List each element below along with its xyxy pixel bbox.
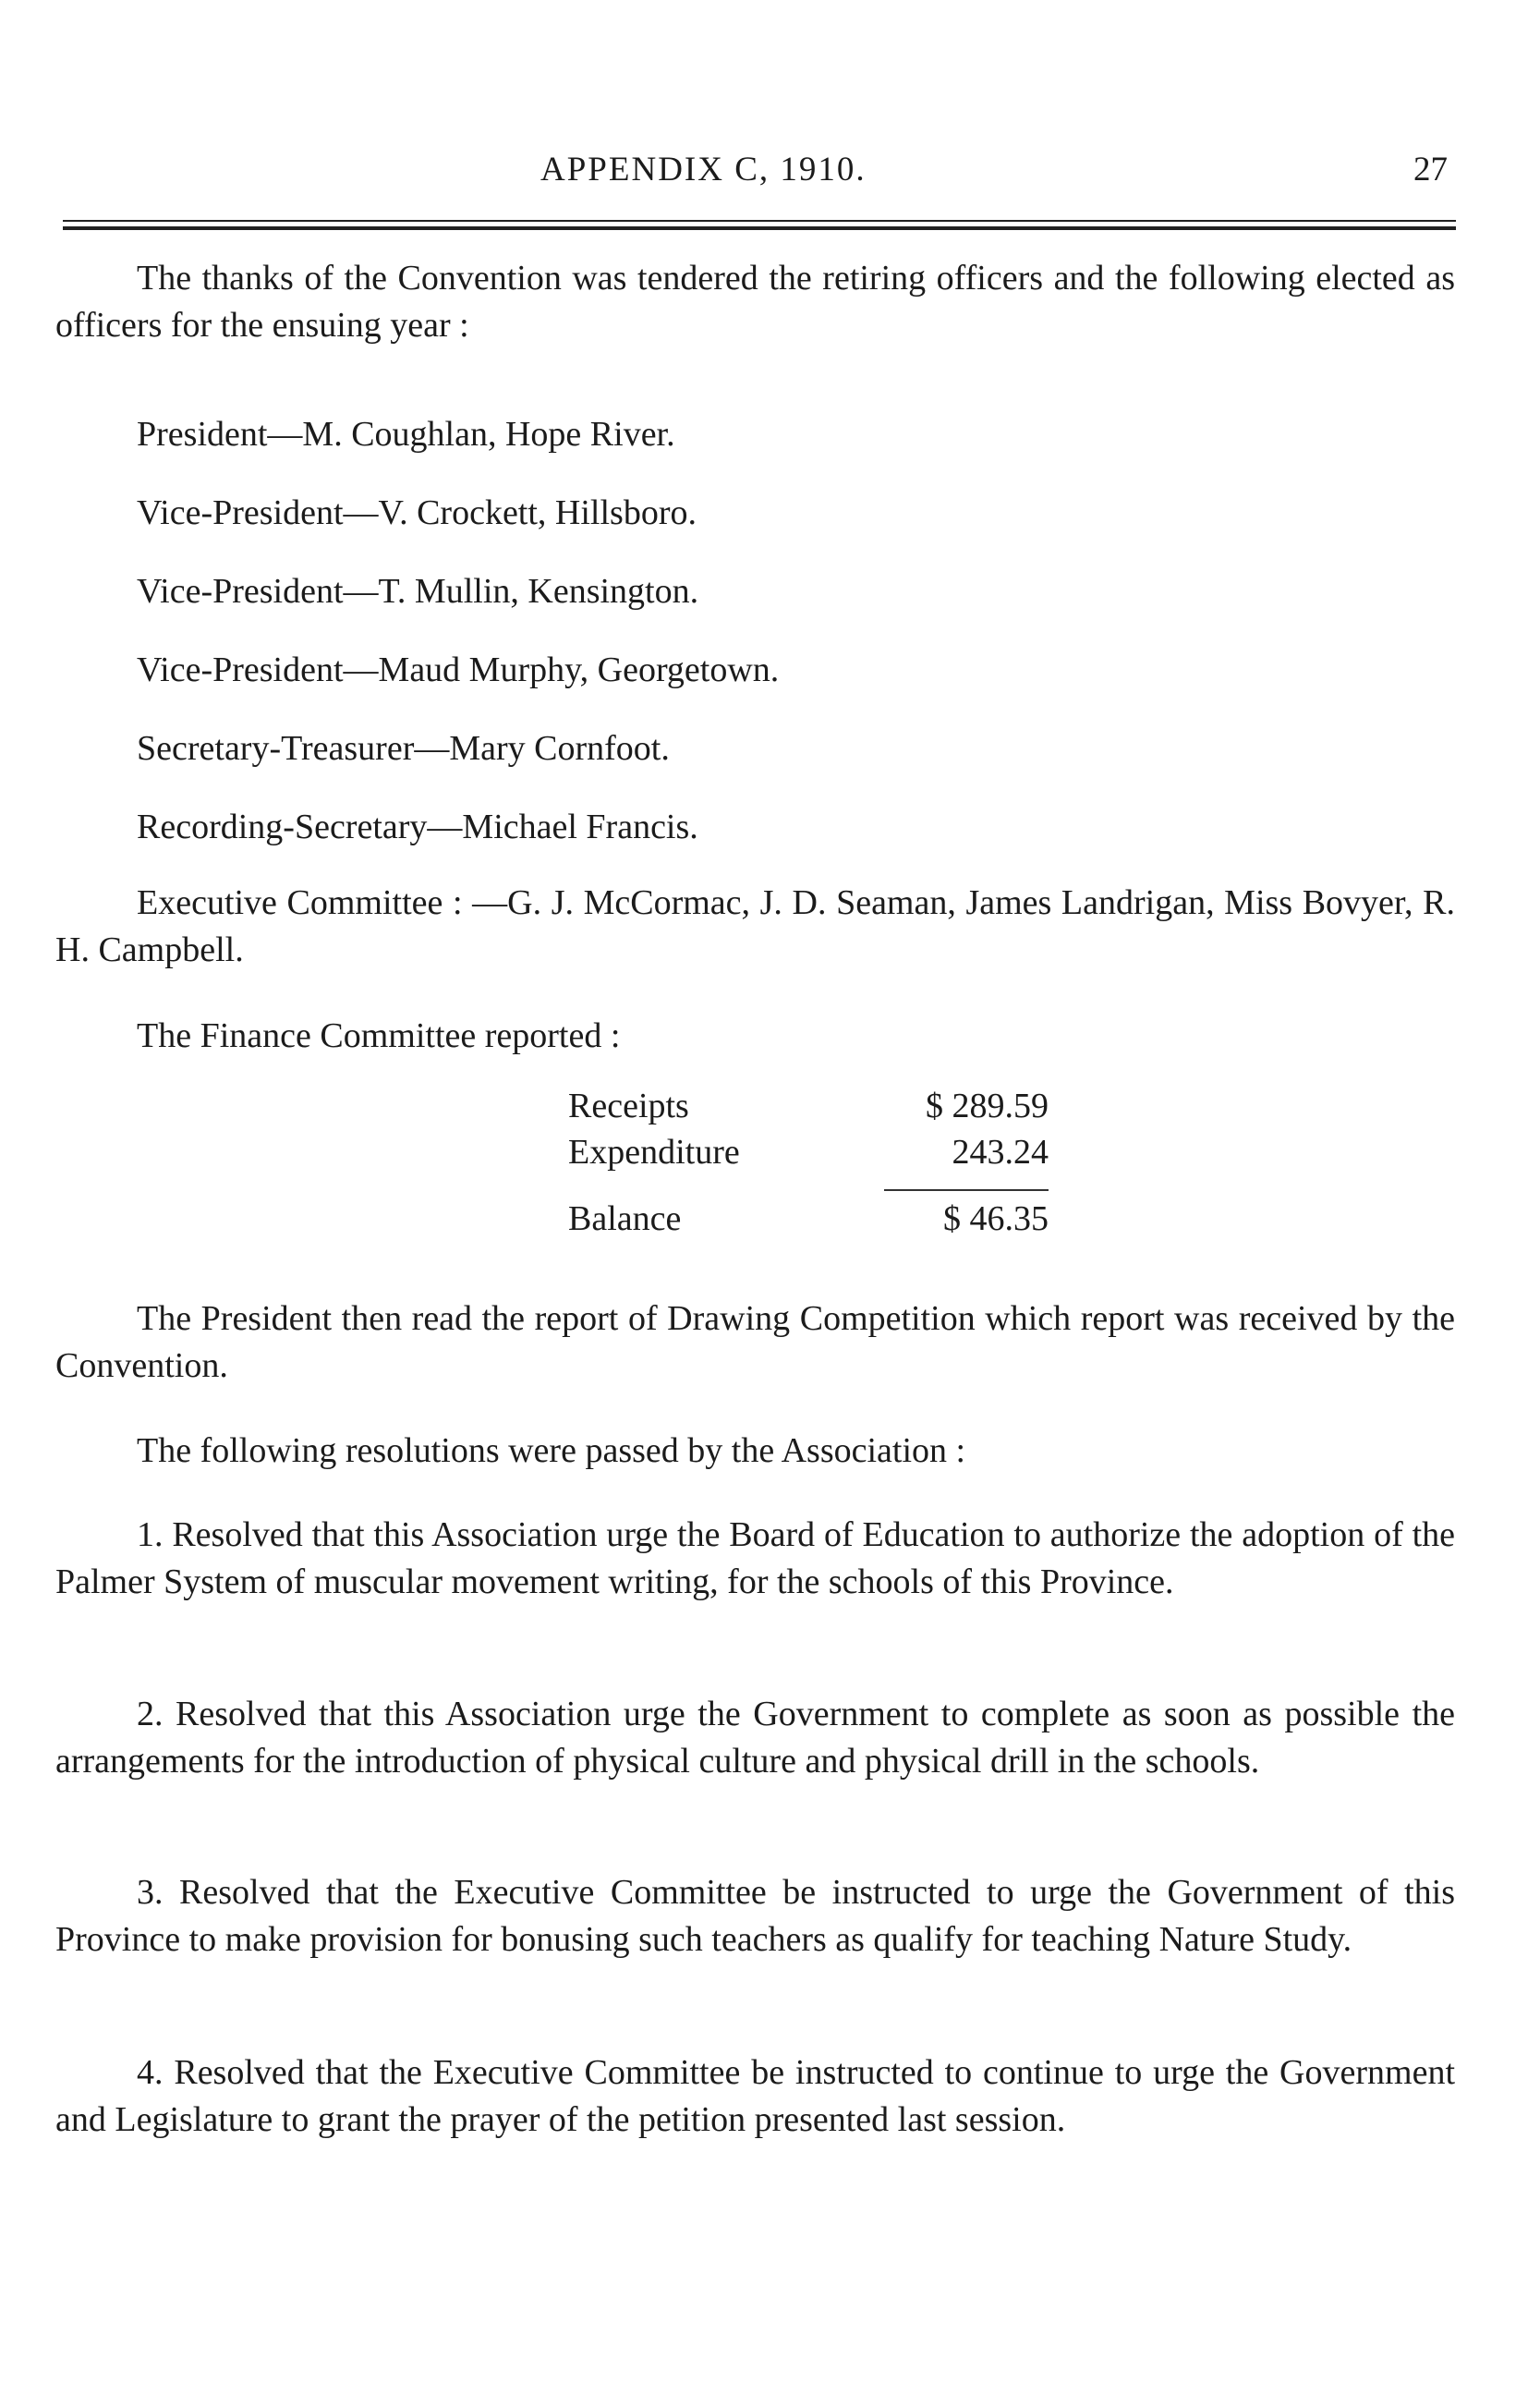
officer-president: President—M. Coughlan, Hope River. — [137, 415, 675, 454]
finance-label: Receipts — [568, 1087, 689, 1125]
finance-row-receipts — [568, 1086, 1049, 1132]
finance-intro: The Finance Committee reported : — [137, 1016, 621, 1055]
header-rule-thin — [63, 220, 1456, 222]
resolution-4: 4. Resolved that the Executive Committee be instructed to continue to urge the Government and Legislature to grant the prayer of the petition presented last session. — [55, 2053, 1455, 2139]
finance-amount: $ 46.35 — [943, 1199, 1049, 1238]
resolution-2: 2. Resolved that this Association urge the Government to complete as soon as possible the arrangements for the introduction of physical culture and physical drill in the schools. — [55, 1695, 1455, 1781]
finance-row-expenditure — [568, 1132, 1049, 1178]
finance-label: Balance — [568, 1199, 682, 1238]
running-head-title: APPENDIX C, 1910. — [540, 151, 867, 188]
resolution-3: 3. Resolved that the Executive Committee be instructed to urge the Government of this Province to make provision for bonusing such teachers as qualify for teaching Nature Study. — [55, 1873, 1455, 1959]
page-number: 27 — [1413, 151, 1448, 188]
resolution-1: 1. Resolved that this Association urge the Board of Education to authorize the adoption of the Palmer System of muscular movement writing, for the schools of this Province. — [55, 1515, 1455, 1601]
header-rule-thick — [63, 226, 1456, 230]
drawing-report-paragraph: The President then read the report of Drawing Competition which report was received by the Convention. — [55, 1299, 1455, 1385]
finance-sum-rule — [884, 1189, 1049, 1191]
finance-label: Expenditure — [568, 1133, 740, 1172]
finance-row-balance — [568, 1198, 1049, 1245]
officer-secretary-treasurer: Secretary-Treasurer—Mary Cornfoot. — [137, 729, 670, 768]
running-head — [0, 150, 1540, 196]
officer-vice-president-1: Vice-President—V. Crockett, Hillsboro. — [137, 493, 697, 532]
intro-paragraph: The thanks of the Convention was tendered the retiring officers and the following elected as officers for the ensuing year : — [55, 259, 1455, 345]
officer-recording-secretary: Recording-Secretary—Michael Francis. — [137, 808, 698, 846]
finance-amount: 243.24 — [952, 1133, 1049, 1172]
executive-committee-paragraph: Executive Committee : —G. J. McCormac, J. D. Seaman, James Landrigan, Miss Bovyer, R. H. Campbell. — [55, 883, 1455, 969]
finance-amount: $ 289.59 — [926, 1087, 1049, 1125]
officer-vice-president-3: Vice-President—Maud Murphy, Georgetown. — [137, 650, 780, 689]
resolutions-intro: The following resolutions were passed by the Association : — [137, 1431, 966, 1470]
header-double-rule — [63, 220, 1456, 231]
officer-vice-president-2: Vice-President—T. Mullin, Kensington. — [137, 572, 699, 611]
finance-table — [568, 1086, 1049, 1252]
